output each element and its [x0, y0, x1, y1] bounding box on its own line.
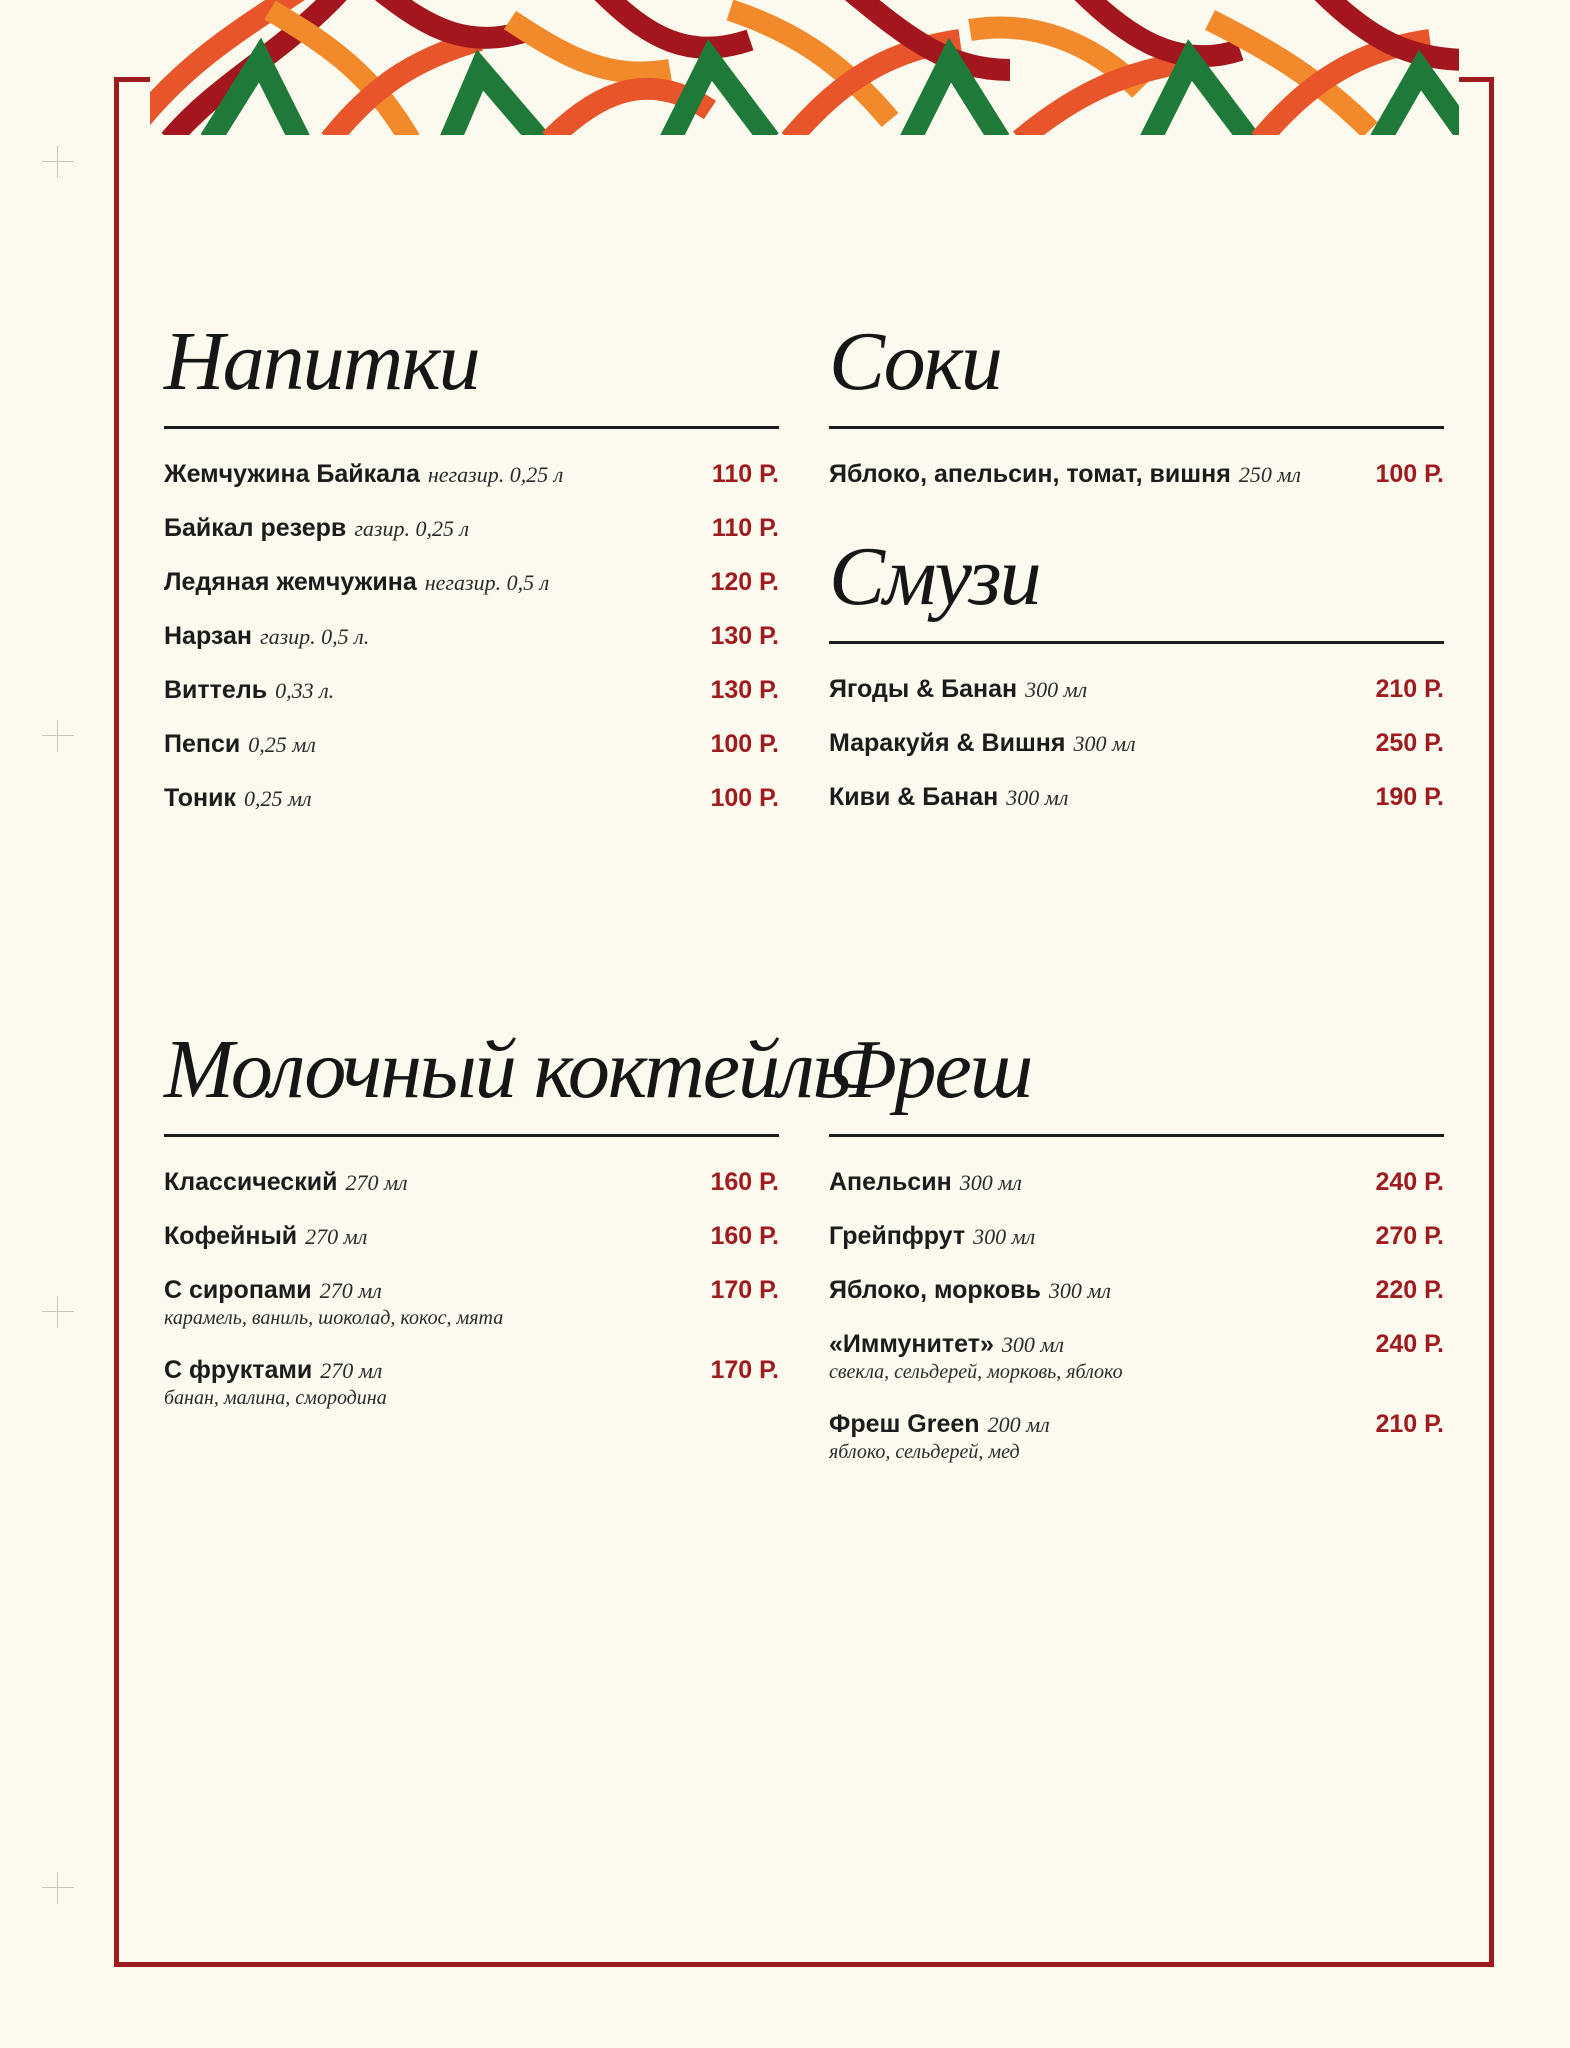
menu-item	[164, 1275, 779, 1355]
menu-item-line	[829, 728, 1354, 759]
menu-item-price: 170 Р.	[710, 1356, 779, 1384]
decorative-pattern-banner	[150, 0, 1459, 135]
menu-item	[829, 674, 1444, 728]
menu-item-name: Киви & Банан	[829, 783, 999, 811]
menu-item-price: 130 Р.	[710, 676, 779, 704]
menu-item-price: 120 Р.	[710, 568, 779, 596]
menu-item	[829, 1221, 1444, 1275]
menu-item-price: 190 Р.	[1375, 783, 1444, 811]
menu-item-volume: 300 мл	[1025, 677, 1088, 702]
item-list	[829, 459, 1444, 513]
menu-item	[829, 728, 1444, 782]
item-list	[829, 1167, 1444, 1489]
crop-mark	[42, 146, 74, 178]
menu-item-line	[164, 621, 689, 652]
section-drinks	[164, 315, 779, 837]
menu-item	[829, 1409, 1444, 1489]
menu-item-volume: негазир. 0,25 л	[427, 462, 564, 487]
menu-item	[164, 729, 779, 783]
menu-item-volume: 200 мл	[987, 1412, 1050, 1437]
menu-item-volume: 0,25 мл	[248, 732, 316, 757]
menu-item-price: 210 Р.	[1375, 675, 1444, 703]
menu-item-volume: 270 мл	[305, 1224, 368, 1249]
section-title: Напитки	[164, 315, 479, 408]
section-smoothies	[829, 530, 1444, 836]
menu-item-volume: 250 мл	[1238, 462, 1301, 487]
menu-item-line	[164, 1221, 689, 1252]
menu-item-name: Фреш Green	[829, 1410, 980, 1438]
menu-item-volume: 270 мл	[320, 1358, 383, 1383]
menu-item-price: 270 Р.	[1375, 1222, 1444, 1250]
menu-item-name: «Иммунитет»	[829, 1330, 994, 1358]
menu-item-price: 220 Р.	[1375, 1276, 1444, 1304]
menu-item-name: Грейпфрут	[829, 1222, 966, 1250]
menu-item	[164, 1221, 779, 1275]
menu-item-price: 160 Р.	[710, 1168, 779, 1196]
menu-item-line	[164, 459, 689, 490]
menu-item-line	[829, 1329, 1354, 1360]
menu-item-volume: 0,33 л.	[275, 678, 335, 703]
menu-item-volume: 270 мл	[319, 1278, 382, 1303]
menu-item-name: Классический	[164, 1168, 338, 1196]
menu-item-price: 160 Р.	[710, 1222, 779, 1250]
menu-item	[829, 1275, 1444, 1329]
menu-item-name: Виттель	[164, 676, 268, 704]
menu-item-line	[164, 783, 689, 814]
section-title: Соки	[829, 315, 1001, 408]
menu-item-price: 240 Р.	[1375, 1330, 1444, 1358]
menu-item	[164, 1167, 779, 1221]
menu-item	[829, 1167, 1444, 1221]
menu-item-description: яблоко, сельдерей, мед	[829, 1441, 1020, 1463]
menu-item	[164, 675, 779, 729]
menu-item	[164, 1355, 779, 1435]
menu-item-volume: 300 мл	[1001, 1332, 1065, 1357]
section-fresh	[829, 1023, 1444, 1489]
menu-item-volume: 300 мл	[973, 1224, 1036, 1249]
menu-item	[829, 782, 1444, 836]
menu-item-price: 130 Р.	[710, 622, 779, 650]
menu-item	[829, 459, 1444, 513]
menu-item-line	[164, 675, 689, 706]
menu-item-line	[164, 513, 689, 544]
menu-item-line	[829, 674, 1354, 705]
menu-item-line	[164, 729, 689, 760]
section-title: Фреш	[829, 1023, 1032, 1116]
menu-item	[164, 459, 779, 513]
menu-item-price: 100 Р.	[710, 730, 779, 758]
menu-item-line	[829, 782, 1354, 813]
menu-item-line	[164, 1275, 689, 1306]
section-title: Молочный коктейль	[164, 1023, 849, 1116]
divider	[829, 426, 1444, 429]
menu-item-line	[829, 1409, 1354, 1440]
divider	[164, 1134, 779, 1137]
menu-item-name: С фруктами	[164, 1356, 313, 1384]
menu-item-volume: 300 мл	[959, 1170, 1022, 1195]
menu-item-price: 110 Р.	[711, 460, 779, 488]
menu-item-price: 210 Р.	[1375, 1410, 1444, 1438]
divider	[164, 426, 779, 429]
menu-item-volume: 270 мл	[345, 1170, 408, 1195]
menu-item-price: 170 Р.	[710, 1276, 779, 1304]
menu-item-line	[829, 1167, 1354, 1198]
menu-item-price: 100 Р.	[710, 784, 779, 812]
menu-item-name: Тоник	[164, 784, 236, 812]
menu-item-line	[829, 1275, 1354, 1306]
item-list	[829, 674, 1444, 836]
menu-item-volume: 300 мл	[1048, 1278, 1111, 1303]
divider	[829, 1134, 1444, 1137]
item-list	[164, 459, 779, 837]
menu-item	[164, 513, 779, 567]
menu-item-line	[164, 567, 689, 598]
menu-item-name: Маракуйя & Вишня	[829, 729, 1066, 757]
section-milkshake	[164, 1023, 849, 1435]
section-title: Смузи	[829, 530, 1040, 623]
menu-item-price: 110 Р.	[711, 514, 779, 542]
menu-item-name: Байкал резерв	[164, 514, 347, 542]
menu-item-name: Жемчужина Байкала	[164, 460, 420, 488]
crop-mark	[42, 1872, 74, 1904]
menu-item-name: С сиропами	[164, 1276, 312, 1304]
menu-item-description: карамель, ваниль, шоколад, кокос, мята	[164, 1307, 504, 1329]
menu-item-name: Яблоко, морковь	[829, 1276, 1041, 1304]
crop-mark	[42, 1296, 74, 1328]
menu-item-line	[829, 1221, 1354, 1252]
menu-item	[164, 567, 779, 621]
menu-item	[164, 621, 779, 675]
menu-item-name: Пепси	[164, 730, 241, 758]
menu-item-name: Апельсин	[829, 1168, 952, 1196]
menu-item-name: Кофейный	[164, 1222, 298, 1250]
menu-item	[829, 1329, 1444, 1409]
menu-item-volume: 300 мл	[1006, 785, 1069, 810]
menu-item	[164, 783, 779, 837]
menu-item-name: Яблоко, апельсин, томат, вишня	[829, 460, 1231, 488]
divider	[829, 641, 1444, 644]
menu-item-name: Ягоды & Банан	[829, 675, 1018, 703]
menu-item-volume: 0,25 мл	[243, 786, 312, 811]
menu-item-volume: 300 мл	[1073, 731, 1136, 756]
menu-item-line	[829, 459, 1354, 490]
crop-mark	[42, 720, 74, 752]
menu-item-name: Нарзан	[164, 622, 253, 650]
menu-item-name: Ледяная жемчужина	[164, 568, 417, 596]
menu-item-price: 250 Р.	[1375, 729, 1444, 757]
menu-item-description: свекла, сельдерей, морковь, яблоко	[829, 1361, 1123, 1383]
menu-item-volume: газир. 0,25 л	[354, 516, 470, 541]
menu-item-volume: негазир. 0,5 л	[424, 570, 550, 595]
section-juices	[829, 315, 1444, 513]
menu-item-volume: газир. 0,5 л.	[260, 624, 370, 649]
menu-item-price: 240 Р.	[1375, 1168, 1444, 1196]
menu-item-description: банан, малина, смородина	[164, 1387, 387, 1409]
item-list	[164, 1167, 779, 1435]
menu-item-line	[164, 1167, 689, 1198]
menu-item-line	[164, 1355, 689, 1386]
menu-item-price: 100 Р.	[1375, 460, 1444, 488]
